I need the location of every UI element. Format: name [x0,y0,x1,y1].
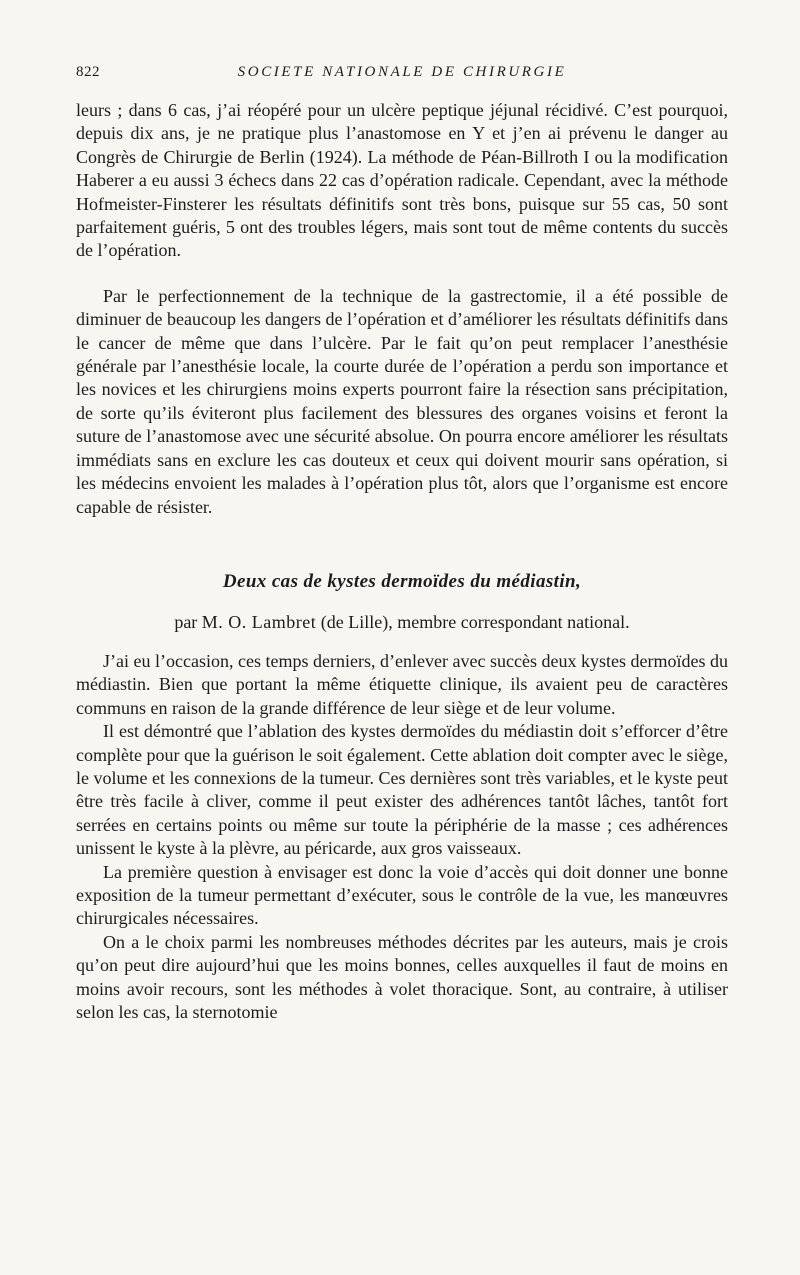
paragraph-ablation: Il est démontré que l’ablation des kystes dermoïdes du médiastin doit s’efforcer d’être complète pour que la guérison le soit également. Cette ablation doit compter avec le siège, le volume et les connexions de la tumeur. Ces dernières sont très variables, et le kyste peut être très facile à cliver, comme il peut exister des adhérences tantôt lâches, tantôt fort serrées en certains points ou même sur toute la périphérie de la masse ; ces adhérences unissent le kyste à la plèvre, au péricarde, aux gros vaisseaux. [76,721,728,859]
article-body [76,99,728,1024]
journal-title: SOCIETE NATIONALE DE CHIRURGIE [237,64,567,80]
paragraph-intro: J’ai eu l’occasion, ces temps derniers, d’enlever avec succès deux kystes dermoïdes du médiastin. Bien que portant la même étiquette clinique, ils avaient peu de caractères communs en raison de la grande différence de leur siège et de leur volume. [76,650,728,718]
author-affiliation: (de Lille), membre correspondant national. [320,611,630,632]
author-line [76,610,728,634]
document-page [76,58,728,1024]
paragraph-access-route: La première question à envisager est donc la voie d’accès qui doit donner une bonne exposition de la tumeur permettant d’exécuter, sous le contrôle de la vue, les manœuvres chirurgicales nécessaires. [76,861,728,929]
author-name: M. O. Lambret [201,611,317,632]
author-prefix: par [174,611,198,632]
paragraph-gastrectomy: Par le perfectionnement de la technique de la gastrectomie, il a été possible de diminuer de beaucoup les dangers de l’opération et d’améliorer les résultats définitifs dans le cancer de même que dans l’ulcère. Par le fait qu’on peut remplacer l’anesthésie générale par l’anesthésie locale, la courte durée de l’opération a perdu son importance et les novices et les chirurgiens moins experts pourront faire la résection sans précipitation, de sorte qu’ils éviteront plus facilement des blessures des organes voisins et feront la suture de l’anastomose avec une sécurité absolue. On pourra encore améliorer les résultats immédiats sans en exclure les cas douteux et ceux qui doivent mourir sans opération, si les médecins envoient les malades à l’opération plus tôt, alors que l’organisme est encore capable de résister. [76,285,728,517]
paragraph-methods: On a le choix parmi les nombreuses méthodes décrites par les auteurs, mais je crois qu’on peut dire aujourd’hui que les moins bonnes, celles auxquelles il faut de moins en moins avoir recours, sont les méthodes à volet thoracique. Sont, au contraire, à utiliser selon les cas, la sternotomie [76,931,728,1022]
paragraph-continuation: leurs ; dans 6 cas, j’ai réopéré pour un ulcère peptique jéjunal récidivé. C’est pourquoi, depuis dix ans, je ne pratique plus l’anastomose en Y et j’en ai prévenu le danger au Congrès de Chirurgie de Berlin (1924). La méthode de Péan-Billroth I ou la modification Haberer a eu aussi 3 échecs dans 22 cas d’opération radicale. Cependant, avec la méthode Hofmeister-Finsterer les résultats définitifs sont très bons, puisque sur 55 cas, 50 sont parfaitement guéris, 5 ont des troubles légers, mais sont tout de même contents du succès de l’opération. [76,100,728,261]
page-number: 822 [76,64,100,80]
section-title: Deux cas de kystes dermoïdes du médiastin, [222,570,582,592]
running-header [76,58,728,88]
